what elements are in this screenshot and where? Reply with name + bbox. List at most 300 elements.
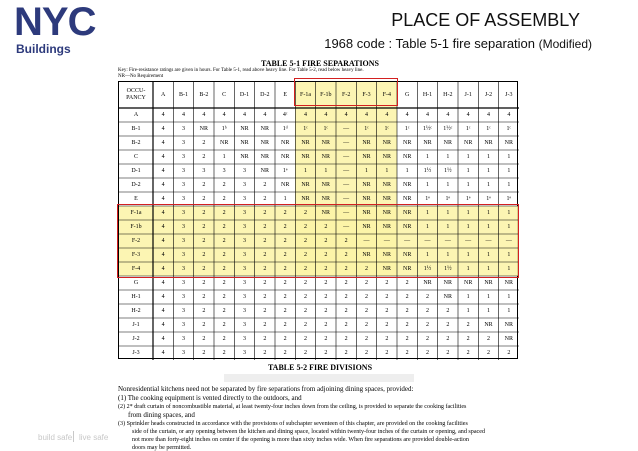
table-cell: 2 [303,294,307,300]
table-cell: 2 [303,210,307,216]
slide-title: PLACE OF ASSEMBLY [391,10,580,30]
row-label: H-2 [131,308,141,314]
table-cell: NR [362,210,371,216]
table-cell: NR [402,140,412,146]
table-cell: NR [280,182,290,188]
table-cell: 4 [385,112,389,118]
table-cell: 2 [466,322,470,328]
table-cell: 2 [405,308,409,314]
table-cell: 2 [263,294,267,300]
table-cell: 4 [324,112,328,118]
table-cell: 4 [161,112,165,118]
table-cell: 2 [507,350,511,356]
table-cell: NR [362,224,371,230]
table-cell: 2 [324,308,328,314]
table-cell: 3 [181,294,185,300]
table-cell: 2 [202,140,206,146]
red-box-f-columns [294,78,398,106]
table-cell: 4 [161,294,165,300]
table-cell: 4 [507,112,511,118]
table-cell: 2 [202,252,206,258]
table-cell: NR [443,294,452,300]
table-cell: 2 [283,294,287,300]
table-cell: 3 [181,154,185,160]
table-cell: 2 [263,238,267,244]
footnote-intro: Nonresidential kitchens need not be separated by fire separations from adjoining dining spaces, provided: [118,385,414,393]
table-cell: 1ᵉ [486,196,491,202]
row-label: F-3 [131,252,141,258]
red-box-f-rows [117,204,519,278]
table-cell: 3 [242,280,246,286]
table-cell: NR [463,280,473,286]
table-cell: 4 [425,112,429,118]
table-cell: 2 [222,182,226,188]
table-cell: 1 [303,168,307,174]
table-cell: 1½ [444,266,452,272]
table-cell: 2 [283,350,287,356]
table-cell: 2 [283,266,287,272]
table-cell: — [404,238,411,244]
table-cell: 1ᵉ [282,168,288,174]
table-cell: NR [219,140,229,146]
table-cell: 4 [161,168,165,174]
row-label: F-2 [131,238,141,244]
table-cell: 2 [344,308,348,314]
table-cell: 1 [507,210,511,216]
table-cell: NR [301,154,310,160]
column-header: F-1a [299,92,311,98]
table-cell: — [343,154,350,160]
table-cell: 2 [466,350,470,356]
table-cell: 1 [507,252,511,258]
table-cell: NR [321,196,330,202]
table-cell: 4 [303,112,307,118]
table-cell: NR [321,140,330,146]
table-cell: 2 [222,350,226,356]
row-label: H-1 [131,294,141,300]
table-cell: 1 [466,252,470,258]
table-cell: 3 [242,336,246,342]
table-cell: 1½ᶜ [422,126,433,132]
table-cell: 1 [507,182,511,188]
table-cell: NR [301,196,310,202]
footer-divider [73,431,74,442]
table-cell: — [444,238,451,244]
table-cell: 2 [263,224,267,230]
table-cell: 4 [466,112,470,118]
footnote-2a: (2) 2* draft curtain of noncombustible material, at least twenty-four inches down from the ceiling, is provided to separate the cooking facilities [118,404,467,410]
row-label: B-2 [131,140,141,146]
table-cell: 2 [364,308,368,314]
table-cell: 1 [486,252,490,258]
table-cell: NR [382,196,391,202]
row-label: J-3 [132,350,140,356]
table-cell: 1 [364,168,368,174]
table-cell: 1ᵈ [282,126,288,132]
table-cell: 1 [446,154,450,160]
footnote-3c: not more than forty-eight inches on center if the opening is more than sixty inches wide. When fire separations are provided double-action [132,437,469,443]
table-cell: 3 [242,196,246,202]
table-cell: NR [382,224,391,230]
table-cell: 4 [161,238,165,244]
table-cell: 2 [446,322,450,328]
table-cell: 2 [446,350,450,356]
table-cell: — [343,140,350,146]
table-cell: 1ᶜ [323,126,329,132]
fire-separation-grid [118,81,518,359]
table-cell: 1 [466,154,470,160]
column-header: D-2 [260,92,270,98]
table-cell: — [343,210,350,216]
table-cell: 1ᶜ [384,126,390,132]
table-cell: — [424,238,431,244]
table-cell: 2 [222,252,226,258]
table-cell: NR [402,154,412,160]
table-cell: 1 [466,168,470,174]
table-cell: NR [504,140,513,146]
table-cell: 2 [385,350,389,356]
table-cell: 3 [181,280,185,286]
table-cell: 2 [425,336,429,342]
row-label: B-1 [131,126,141,132]
footer-build-safe: build safe [38,433,73,442]
table-cell: 3 [242,308,246,314]
row-label: J-2 [132,336,140,342]
table-cell: 4 [161,224,165,230]
table-cell: — [383,238,390,244]
table-cell: 4 [161,266,165,272]
table-cell: 2 [202,266,206,272]
table-cell: NR [402,224,412,230]
table-cell: 2 [344,252,348,258]
table-cell: 3 [181,252,185,258]
table-cell: NR [382,252,391,258]
table-cell: 4 [242,112,246,118]
table-cell: 2 [202,196,206,202]
table-cell: 1 [425,252,429,258]
table-cell: 2 [263,350,267,356]
table-cell: NR [443,280,452,286]
table-cell: 2 [202,350,206,356]
table-cell: — [505,238,512,244]
row-label: F-1a [130,210,142,216]
table-cell: NR [504,336,513,342]
table-cell: 2 [202,336,206,342]
table-cell: 1 [425,210,429,216]
column-header: J-3 [505,92,513,98]
table-cell: 1 [486,154,490,160]
table-cell: 1 [385,168,389,174]
table-cell: 2 [405,294,409,300]
column-header: E [283,92,287,98]
table-cell: 2 [446,308,450,314]
table-cell: NR [199,126,208,132]
row-label: D-1 [131,168,141,174]
table-cell: 1ᵉ [506,196,512,202]
table-cell: 4 [405,112,409,118]
row-label: D-2 [131,182,141,188]
table-cell: — [343,126,350,132]
table-cell: 1 [486,182,490,188]
table-cell: 1 [425,182,429,188]
table-cell: 2 [303,322,307,328]
table-cell: NR [402,266,412,272]
table-cell: 3 [222,168,226,174]
table-cell: 2 [263,252,267,258]
table-cell: 4 [161,252,165,258]
column-header: B-1 [178,92,188,98]
slide-subtitle [324,36,592,51]
table-cell: 2 [303,224,307,230]
row-label: J-1 [132,322,140,328]
table-cell: NR [260,154,269,160]
table-cell: 2 [425,350,429,356]
table-cell: 1 [486,210,490,216]
table-5-1-title: TABLE 5-1 FIRE SEPARATIONS [260,59,380,68]
table-cell: 2 [303,308,307,314]
table-cell: — [343,182,350,188]
table-cell: 2 [344,336,348,342]
table-cell: 1 [425,224,429,230]
table-cell: 1ᶜ [506,126,512,132]
table-cell: 1 [446,182,450,188]
table-cell: NR [504,280,513,286]
table-cell: — [343,224,350,230]
table-cell: NR [280,154,290,160]
table-cell: 1 [283,196,287,202]
table-cell: 2 [486,336,490,342]
table-cell: 3 [242,266,246,272]
table-cell: 2 [324,336,328,342]
table-cell: NR [301,140,310,146]
column-header: J-2 [484,92,493,98]
table-cell: 1ᶜ [465,126,471,132]
table-cell: 4 [161,336,165,342]
table-cell: 1ᵉ [445,196,451,202]
table-cell: 1 [466,266,470,272]
table-cell: 2 [364,336,368,342]
table-cell: 2 [283,238,287,244]
table-cell: 2 [405,322,409,328]
table-cell: 1 [486,294,490,300]
table-cell: 2 [202,154,206,160]
table-cell: 3 [181,238,185,244]
table-cell: 1 [486,168,490,174]
table-cell: 4 [263,112,267,118]
logo-nyc-text: NYC [14,0,96,44]
table-cell: 2 [344,238,348,244]
table-cell: 2 [405,350,409,356]
table-cell: NR [423,140,432,146]
table-cell: 1 [466,308,470,314]
table-cell: NR [402,252,412,258]
table-cell: 2 [324,322,328,328]
table-cell: 2 [385,294,389,300]
table-cell: 4 [161,126,165,132]
table-cell: 1 [486,224,490,230]
table-cell: NR [382,182,391,188]
table-cell: 1 [466,224,470,230]
table-cell: NR [280,140,290,146]
row-label: A [133,112,139,118]
footnote-2b: from dining spaces, and [128,411,195,419]
table-cell: 1 [507,154,511,160]
table-cell: NR [240,154,249,160]
table-cell: 4 [161,308,165,314]
table-cell: NR [484,280,493,286]
column-header: H-2 [443,92,453,98]
table-cell: 1 [507,224,511,230]
table-cell: NR [362,196,371,202]
table-cell: 2 [344,350,348,356]
table-cell: 2 [364,294,368,300]
table-cell: 2 [202,322,206,328]
table-cell: NR [240,126,249,132]
table-cell: 3 [181,224,185,230]
table-cell: 4 [202,112,206,118]
table-cell: 2 [263,196,267,202]
table-cell: 2 [385,308,389,314]
table-cell: 1 [507,294,511,300]
table-cell: 2 [222,308,226,314]
table-cell: NR [382,210,391,216]
table-cell: 1 [425,154,429,160]
table-cell: NR [504,322,513,328]
table-cell: 1½ᶜ [443,126,453,132]
table-cell: 2 [303,280,307,286]
table-cell: 2 [364,322,368,328]
table-cell: 2 [486,350,490,356]
table-cell: 1 [405,168,409,174]
table-cell: 2 [405,280,409,286]
table-cell: 3 [181,266,185,272]
table-cell: 4 [161,280,165,286]
table-cell: NR [443,140,452,146]
table-cell: 3 [181,308,185,314]
table-cell: 1ᶜ [303,126,308,132]
table-cell: 4 [181,112,185,118]
table-cell: 1 [446,224,450,230]
table-cell: 2 [344,280,348,286]
table-cell: 2 [364,280,368,286]
table-cell: 2 [425,294,429,300]
table-cell: NR [321,154,330,160]
table-cell: — [465,238,472,244]
table-cell: 2 [344,322,348,328]
table-cell: NR [260,126,269,132]
table-cell: 1½ [444,168,452,174]
table-cell: 2 [222,210,226,216]
table-cell: 2 [283,252,287,258]
footnote-3a: (3) Sprinkler heads constructed in accordance with the provisions of subchapter seventeen of this chapter, are provided on the cooking facilities [118,421,468,427]
table-cell: 4 [161,322,165,328]
table-cell: 1½ [423,168,432,174]
table-cell: 4 [161,210,165,216]
table-cell: — [343,168,350,174]
column-header: C [222,92,227,98]
table-cell: 2 [344,266,348,272]
table-cell: 3 [202,168,206,174]
table-cell: 2 [303,350,307,356]
table-cell: 2 [303,252,307,258]
table-cell: 4 [364,112,368,118]
table-key-line-1: Key: Fire-resistance ratings are given in hours. For Table 5-1, read above heavy line. For Table 5-2, read below heavy line. [118,68,364,73]
row-label: F-4 [131,266,141,272]
table-cell: 2 [263,336,267,342]
table-cell: NR [402,196,412,202]
table-cell: 1 [446,252,450,258]
table-cell: 2 [202,238,206,244]
header-occupancy: OCCU- PANCY [126,88,146,101]
column-header: B-2 [199,92,209,98]
table-cell: 3 [242,224,246,230]
table-cell: NR [382,140,391,146]
table-cell: 1 [222,154,226,160]
table-cell: NR [463,140,473,146]
column-header: F-1b [320,92,332,98]
table-cell: NR [382,154,391,160]
column-header: F-4 [382,92,391,98]
table-cell: 2 [385,336,389,342]
table-cell: 3 [242,210,246,216]
table-cell: 4 [344,112,348,118]
table-cell: 3 [242,238,246,244]
table-cell: — [343,196,350,202]
table-cell: 3 [242,252,246,258]
table-cell: 2 [222,196,226,202]
table-cell: 3 [181,322,185,328]
table-cell: — [485,238,492,244]
table-cell: 4 [486,112,490,118]
table-cell: 1 [507,308,511,314]
table-cell: 2 [202,308,206,314]
footnote-1: (1) The cooking equipment is vented directly to the outdoors, and [118,394,302,402]
table-cell: 3 [242,294,246,300]
table-cell: 2 [364,266,368,272]
table-cell: 2 [263,266,267,272]
nyc-buildings-logo [14,0,100,58]
table-cell: 2 [324,252,328,258]
table-cell: NR [260,168,269,174]
table-cell: 2 [324,280,328,286]
table-cell: 1 [486,308,490,314]
table-cell: NR [301,182,310,188]
column-header: F-2 [341,92,351,98]
table-cell: 2 [263,322,267,328]
table-cell: 2 [324,238,328,244]
table-cell: 1ᵇ [221,126,227,132]
slide-subtitle-note: (Modified) [538,37,592,51]
table-cell: 2 [263,280,267,286]
table-cell: 1 [507,168,511,174]
slide-subtitle-main: 1968 code : Table 5-1 fire separation [324,36,536,51]
column-header: J-1 [464,92,472,98]
table-cell: 2 [324,350,328,356]
table-cell: 2 [283,224,287,230]
table-cell: 2 [303,266,307,272]
table-cell: NR [402,182,412,188]
table-cell: 2 [222,336,226,342]
table-cell: 3 [181,140,185,146]
column-header: G [404,92,410,98]
table-cell: 2 [283,322,287,328]
table-cell: NR [240,140,249,146]
column-header: D-1 [239,92,250,98]
table-cell: 2 [303,238,307,244]
table-cell: 2 [385,322,389,328]
table-cell: NR [260,140,269,146]
table-cell: 2 [344,294,348,300]
